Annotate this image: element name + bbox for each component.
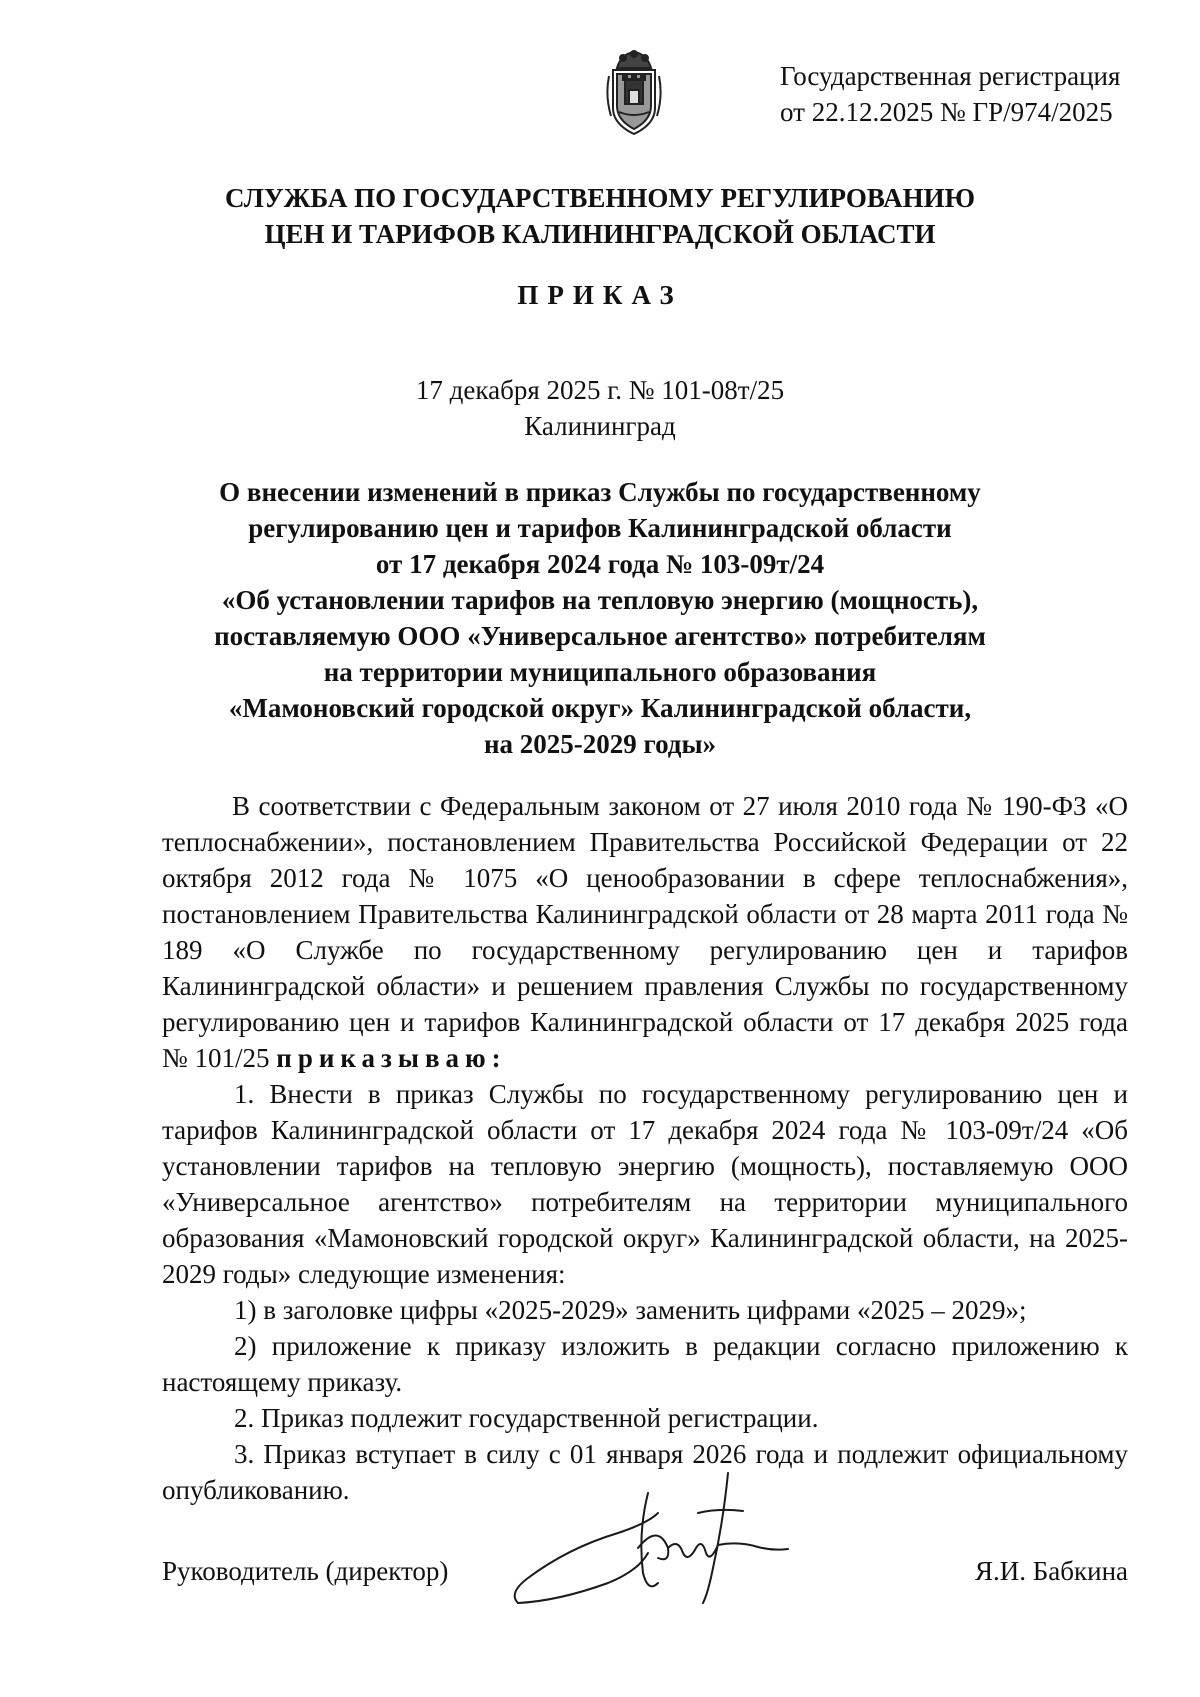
registration-line-1: Государственная регистрация: [780, 61, 1121, 91]
date-number: 17 декабря 2025 г. № 101-08т/25: [415, 375, 785, 405]
order-item: 3. Приказ вступает в силу с 01 января 2026 года и подлежит официальному опубликованию.: [162, 1439, 1128, 1505]
subject-line: регулированию цен и тарифов Калининградской области: [248, 513, 952, 543]
order-keyword: приказываю:: [276, 1043, 507, 1073]
subject-line: от 17 декабря 2024 года № 103-09т/24: [375, 549, 825, 579]
organization-line-2: ЦЕН И ТАРИФОВ КАЛИНИНГРАДСКОЙ ОБЛАСТИ: [264, 219, 936, 249]
subject-line: «Об установлении тарифов на тепловую энергию (мощность),: [221, 585, 979, 615]
order-subitem: 2) приложение к приказу изложить в редакции согласно приложению к настоящему приказу.: [162, 1331, 1128, 1397]
preamble-paragraph: [162, 788, 1128, 1076]
subject-line: поставляемую ООО «Универсальное агентство» потребителям: [214, 621, 986, 651]
organization-line-1: СЛУЖБА ПО ГОСУДАРСТВЕННОМУ РЕГУЛИРОВАНИЮ: [224, 183, 976, 213]
document-subject: [140, 474, 1060, 762]
subject-line: на территории муниципального образования: [323, 657, 877, 687]
document-type: ПРИКАЗ: [517, 280, 683, 310]
organization-name: [100, 180, 1100, 252]
subject-line: на 2025-2029 годы»: [483, 729, 717, 759]
document-body: [162, 788, 1128, 1508]
signatory-title: Руководитель (директор): [162, 1556, 449, 1586]
date-and-number-block: [100, 372, 1100, 444]
order-item: 1. Внести в приказ Службы по государственному регулированию цен и тарифов Калининградской области от 17 декабря 2024 года № 103-09т/24 «Об установлении тарифов на тепловую энергию (мощность), поставляемую ООО «Универсальное агентство» потребителям на территории муниципального образования «Мамоновский городской округ» Калининградской области, на 2025-2029 годы» следующие изменения:: [162, 1079, 1128, 1289]
signature-icon: [498, 1453, 798, 1613]
subject-line: «Мамоновский городской округ» Калининградской области,: [228, 693, 972, 723]
city: Калининград: [524, 411, 676, 441]
order-subitem: 1) в заголовке цифры «2025-2029» заменить цифрами «2025 – 2029»;: [234, 1295, 1027, 1325]
order-item: 2. Приказ подлежит государственной регистрации.: [234, 1403, 819, 1433]
coat-of-arms-icon: [605, 46, 663, 138]
preamble-text: В соответствии с Федеральным законом от 27 июля 2010 года № 190-ФЗ «О теплоснабжении», постановлением Правительства Российской Федерации от 22 октября 2012 года № 1075 «О ценообразовании в сфере теплоснабжения», постановлением Правительства Калининградской области от 28 марта 2011 года № 189 «О Службе по государственному регулированию цен и тарифов Калининградской области» и решением правления Службы по государственному регулированию цен и тарифов Калининградской области от 17 декабря 2025 года № 101/25: [162, 791, 1128, 1073]
registration-line-2: от 22.12.2025 № ГР/974/2025: [780, 97, 1113, 127]
signatory-name: Я.И. Бабкина: [975, 1556, 1128, 1586]
registration-block: [780, 58, 1140, 130]
subject-line: О внесении изменений в приказ Службы по государственному: [219, 477, 981, 507]
